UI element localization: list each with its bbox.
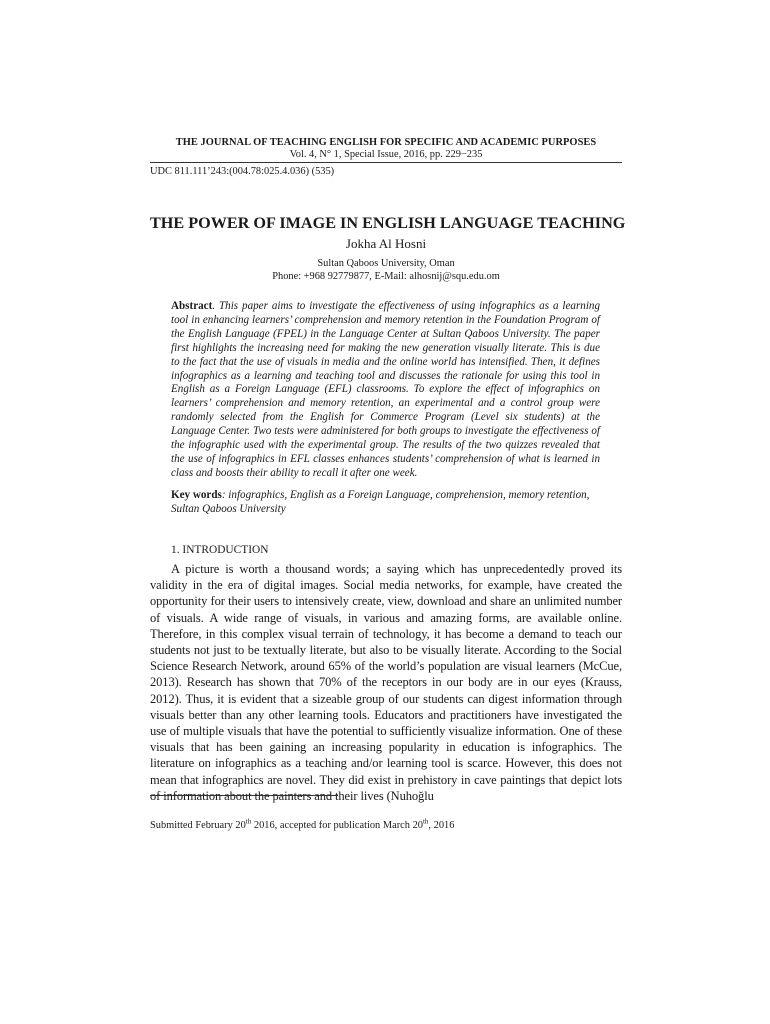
section-title: NTRODUCTION: [186, 544, 269, 556]
submission-footnote: [150, 817, 455, 831]
volume-info: Vol. 4, N° 1, Special Issue, 2016, pp. 229−235: [289, 149, 483, 160]
abstract-label: Abstract: [171, 300, 213, 312]
udc-code: UDC 811.111’243:(004.78:025.4.036) (535): [150, 166, 335, 177]
body-text: [150, 561, 622, 804]
footnote-submitted: Submitted February 20: [150, 820, 246, 831]
section-heading: [171, 544, 268, 556]
author-name: Jokha Al Hosni: [345, 236, 427, 251]
footnote-sup-2: th: [422, 817, 429, 826]
author-affiliation: Sultan Qaboos University, Oman: [317, 258, 455, 269]
abstract-text: . This paper aims to investigate the effectiveness of using infographics as a learning tool in enhancing learners’ comprehension and memory retention in the Foundation Program of the English Language (FPEL) in the Language Center at Sultan Qaboos University. The paper first highlights the increasing need for making the new generation visually literate. This is due to the fact that the use of visuals in media and the online world has intensified. Then, it defines infographics as a learning and teaching tool and discusses the rationale for using this tool in English as a Foreign Language (EFL) classrooms. To explore the effect of infographics on learners’ comprehension and memory retention, an experimental and a control group were randomly selected from the English for Commerce Program (Level six students) at the Language Center. Two tests were administered for both groups to investigate the effectiveness of the infographic used with the experimental group. The results of the two quizzes revealed that the use of infographics in EFL classes enhances students’ comprehension of what is learned in class and boosts their ability to recall it after one week.: [171, 300, 600, 479]
footnote-sup-1: th: [245, 817, 252, 826]
header-divider: [150, 162, 622, 163]
footnote-end: , 2016: [428, 820, 455, 831]
section-number: 1. I: [171, 544, 187, 556]
keywords-label: Key words: [171, 489, 222, 501]
abstract: [171, 300, 600, 481]
footnote-accepted: 2016, accepted for publication March 20: [251, 820, 423, 831]
footnote-divider: [150, 795, 338, 796]
journal-name: THE JOURNAL OF TEACHING ENGLISH FOR SPECIFIC AND ACADEMIC PURPOSES: [175, 137, 597, 148]
paper-title: THE POWER OF IMAGE IN ENGLISH LANGUAGE TEACHING: [150, 214, 626, 232]
body-paragraph: A picture is worth a thousand words; a saying which has unprecedentedly proved its validity in the era of digital images. Social media networks, for example, have created the opportunity for their users to intensively create, view, download and share an unlimited number of visuals. A wide range of visuals, in various and amazing forms, are available online. Therefore, in this complex visual terrain of technology, it has become a demand to teach our students not just to be textually literate, but also to be visually literate. According to the Social Science Research Network, around 65% of the world’s population are visual learners (McCue, 2013). Research has shown that 70% of the receptors in our body are in our eyes (Krauss, 2012). Thus, it is evident that a sizeable group of our students can digest information through visuals better than any other learning tools. Educators and practitioners have investigated the use of multiple visuals that have the potential to sufficiently visualize information. One of these visuals that has been gaining an increasing popularity in education is infographics. The literature on infographics as a teaching and/or learning tool is scarce. However, this does not mean that infographics are novel. They did exist in prehistory in cave paintings that depict lots of information about the painters and their lives (Nuhoğlu: [150, 562, 622, 803]
author-contact: Phone: +968 92779877, E-Mail: alhosnij@squ.edu.om: [272, 271, 500, 282]
keywords-text: : infographics, English as a Foreign Language, comprehension, memory retention, Sultan Qaboos University: [171, 489, 590, 515]
keywords: [171, 489, 600, 517]
